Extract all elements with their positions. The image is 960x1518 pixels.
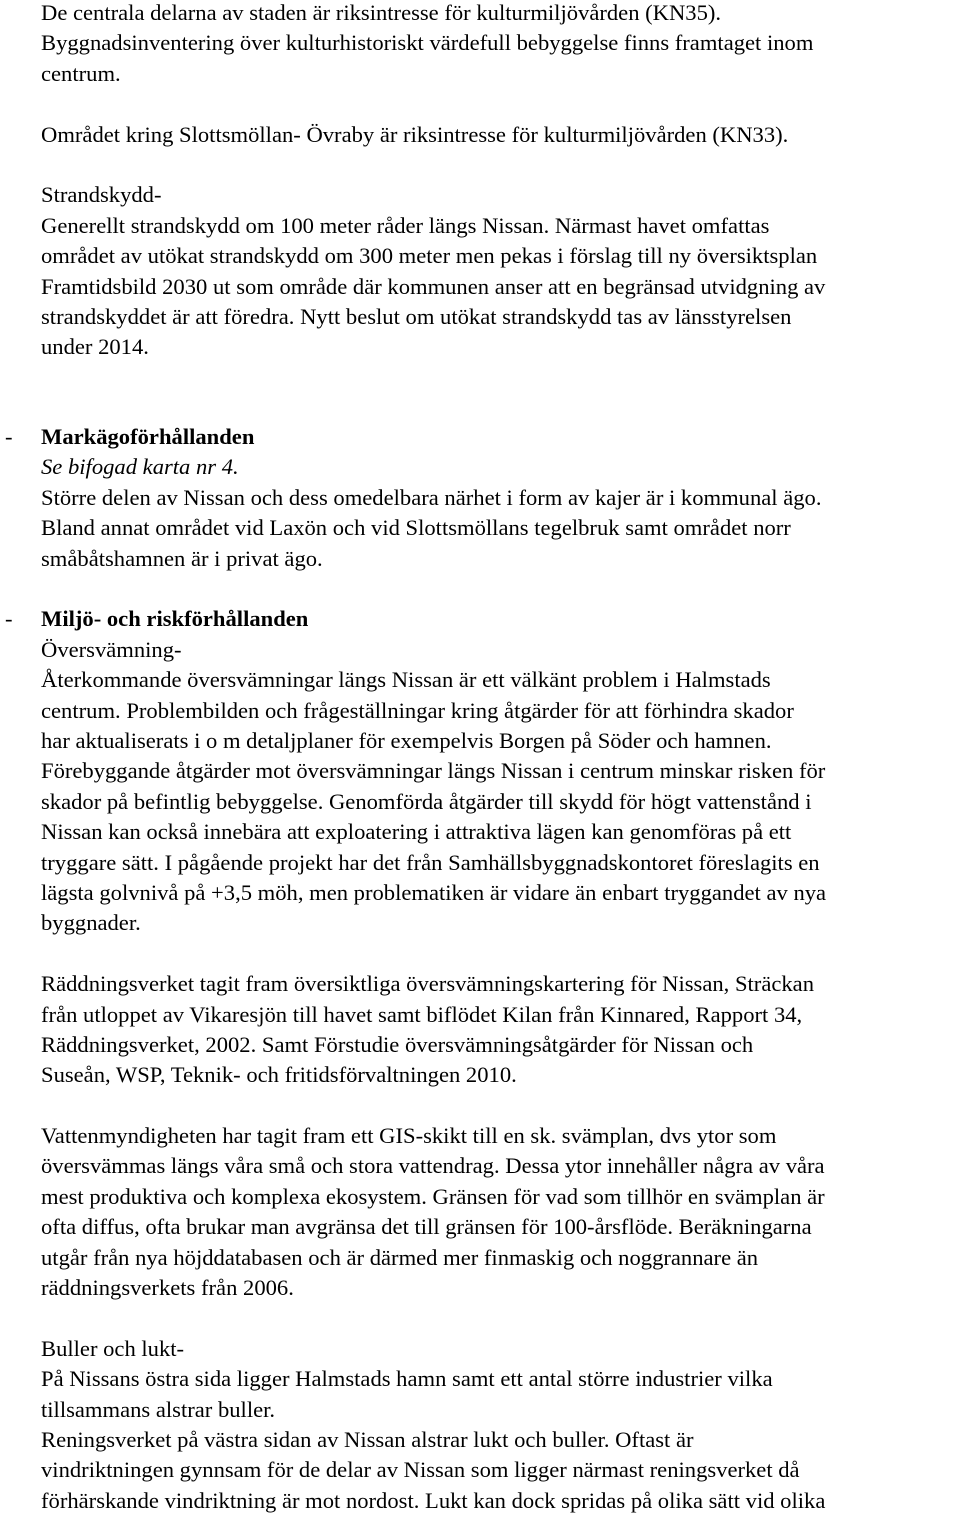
text-line: Nissan kan också innebära att exploatering i attraktiva lägen kan genomföras på ett [41, 819, 792, 845]
document-page [5, 0, 960, 1516]
spacer [41, 1303, 960, 1333]
paragraph-kulturmiljo-kn35 [41, 0, 960, 89]
text-line: strandskyddet är att föredra. Nytt beslut om utökat strandskydd tas av länsstyrelsen [41, 303, 792, 329]
text-line: Byggnadsinventering över kulturhistoriskt värdefull bebyggelse finns framtaget inom [41, 30, 814, 56]
text-line: lägsta golvnivå på +3,5 möh, men problematiken är vidare än enbart tryggandet av nya [41, 879, 827, 905]
list-dash: - [5, 424, 13, 450]
text-line: Framtidsbild 2030 ut som område där kommunen anser att en begränsad utvidgning av [41, 273, 826, 299]
spacer [41, 1091, 960, 1121]
oversvamning-title: Översvämning- [41, 636, 182, 662]
heading-text: Miljö- och riskförhållanden [41, 606, 309, 632]
text-line: skador på befintlig bebyggelse. Genomförda åtgärder till skydd för högt vattenstånd i [41, 788, 812, 814]
text-line: mest produktiva och komplexa ekosystem. Gränsen för vad som tillhör en svämplan är [41, 1183, 825, 1209]
spacer [41, 574, 960, 604]
text-line: förhärskande vindriktning är mot nordost. Lukt kan dock spridas på olika sätt vid olika [41, 1487, 826, 1513]
buller-paragraph [41, 1364, 960, 1516]
text-line: Reningsverket på västra sidan av Nissan alstrar lukt och buller. Oftast är [41, 1426, 694, 1452]
spacer [41, 393, 960, 422]
text-line: utgår från nya höjddatabasen och är därmed mer finmaskig och noggrannare än [41, 1244, 759, 1270]
strandskydd-title: Strandskydd- [41, 182, 162, 208]
list-dash: - [5, 606, 13, 632]
strandskydd-paragraph [41, 211, 960, 363]
text-line: De centrala delarna av staden är riksintresse för kulturmiljövården (KN35). [41, 0, 722, 25]
text-line: Förebyggande åtgärder mot översvämningar längs Nissan i centrum minskar risken för [41, 758, 826, 784]
spacer [41, 150, 960, 180]
oversvamning-paragraph [41, 665, 960, 939]
text-line: översvämmas längs våra små och stora vattendrag. Dessa ytor innehåller några av våra [41, 1153, 825, 1179]
text-line: småbåtshamnen är i privat ägo. [41, 545, 323, 571]
heading-text: Markägoförhållanden [41, 424, 255, 450]
text-line: från utloppet av Vikaresjön till havet samt biflödet Kilan från Kinnared, Rapport 34, [41, 1001, 803, 1027]
markagande-paragraph [41, 483, 960, 574]
vattenmyndigheten-paragraph [41, 1121, 960, 1303]
map-reference: Se bifogad karta nr 4. [41, 454, 239, 480]
text-line: tryggare sätt. I pågående projekt har det från Samhällsbyggnadskontoret föreslagits en [41, 849, 820, 875]
text-line: Bland annat området vid Laxön och vid Slottsmöllans tegelbruk samt området norr [41, 515, 791, 541]
text-line: Generellt strandskydd om 100 meter råder längs Nissan. Närmast havet omfattas [41, 212, 770, 238]
text-line: centrum. [41, 60, 121, 86]
text-line: Större delen av Nissan och dess omedelbara närhet i form av kajer är i kommunal ägo. [41, 484, 822, 510]
text-line: Räddningsverket, 2002. Samt Förstudie översvämningsåtgärder för Nissan och [41, 1031, 754, 1057]
text-line: vindriktningen gynnsam för de delar av Nissan som ligger närmast reningsverket då [41, 1457, 800, 1483]
text-line: centrum. Problembilden och frågeställningar kring åtgärder för att förhindra skador [41, 697, 794, 723]
section-heading-miljo [5, 604, 960, 634]
text-line: ofta diffus, ofta brukar man avgränsa det till gränsen för 100-årsflöde. Beräkningarna [41, 1214, 812, 1240]
text-line: området av utökat strandskydd om 300 meter men pekas i förslag till ny översiktsplan [41, 243, 818, 269]
text-line: tillsammans alstrar buller. [41, 1396, 276, 1422]
text-line: Återkommande översvämningar längs Nissan är ett välkänt problem i Halmstads [41, 667, 771, 693]
buller-title: Buller och lukt- [41, 1335, 185, 1361]
text-line: räddningsverkets från 2006. [41, 1275, 294, 1301]
spacer [41, 89, 960, 119]
raddningsverket-paragraph [41, 969, 960, 1091]
text-line: byggnader. [41, 910, 141, 936]
text-line: Vattenmyndigheten har tagit fram ett GIS-skikt till en sk. svämplan, dvs ytor som [41, 1123, 777, 1149]
section-heading-markagande [5, 422, 960, 452]
spacer [41, 363, 960, 393]
text-line: under 2014. [41, 334, 149, 360]
spacer [41, 939, 960, 969]
text-line: Räddningsverket tagit fram översiktliga översvämningskartering för Nissan, Sträckan [41, 971, 815, 997]
paragraph-kulturmiljo-kn33: Området kring Slottsmöllan- Övraby är riksintresse för kulturmiljövården (KN33). [41, 121, 789, 147]
text-line: Suseån, WSP, Teknik- och fritidsförvaltningen 2010. [41, 1062, 517, 1088]
text-line: har aktualiserats i o m detaljplaner för exempelvis Borgen på Söder och hamnen. [41, 727, 772, 753]
text-line: På Nissans östra sida ligger Halmstads hamn samt ett antal större industrier vilka [41, 1366, 773, 1392]
